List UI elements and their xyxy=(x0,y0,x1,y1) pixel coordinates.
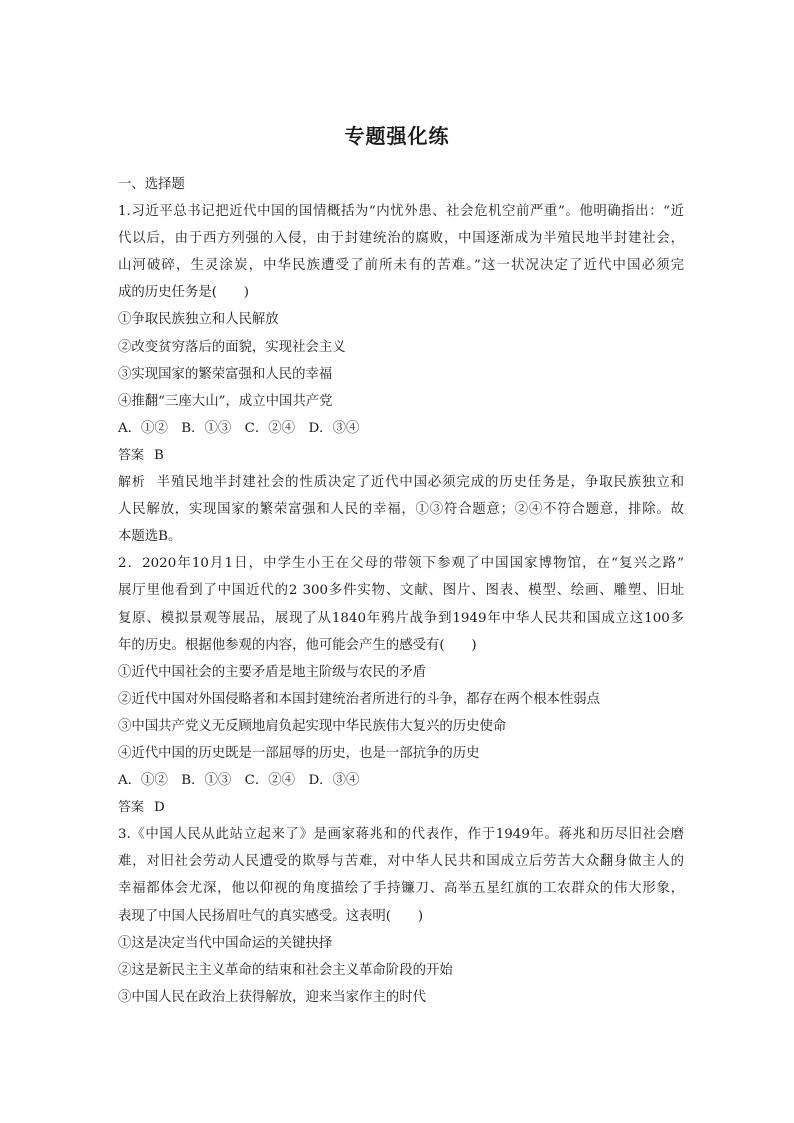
page-title: 专题强化练 xyxy=(344,124,450,148)
statement-item: ④近代中国的历史既是一部屈辱的历史，也是一部抗争的历史 xyxy=(118,745,480,761)
question-stem-line: 3.《中国人民从此站立起来了》是画家蒋兆和的代表作，作于1949年。蒋兆和历尽旧社会磨 xyxy=(118,827,684,843)
question-stem-line: 2．2020年10月1日，中学生小王在父母的带领下参观了中国国家博物馆，在“复兴之路” xyxy=(118,556,684,572)
statement-item: ①近代中国社会的主要矛盾是地主阶级与农民的矛盾 xyxy=(118,664,426,680)
analysis-line: 本题选B。 xyxy=(118,529,182,545)
statement-item: ②近代中国对外国侵略者和本国封建统治者所进行的斗争，都存在两个根本性弱点 xyxy=(118,691,601,707)
question-stem-line: 年的历史。根据他参观的内容，他可能会产生的感受有( ) xyxy=(118,637,477,653)
answer-value: B xyxy=(154,447,164,463)
question-stem-line: 1.习近平总书记把近代中国的国情概括为“内忧外患、社会危机空前严重”。他明确指出：“近 xyxy=(118,204,684,220)
answer-label: 答案 xyxy=(118,447,145,463)
statement-item: ③中国共产党义无反顾地肩负起实现中华民族伟大复兴的历史使命 xyxy=(118,718,507,734)
question-1 xyxy=(118,198,684,550)
statement-item: ③中国人民在政治上获得解放，迎来当家作主的时代 xyxy=(118,989,426,1005)
question-3 xyxy=(118,821,684,1011)
statement-item: ②这是新民主主义革命的结束和社会主义革命阶段的开始 xyxy=(118,962,453,978)
analysis-line: 人民解放，实现国家的繁荣富强和人民的幸福，①③符合题意；②④不符合题意，排除。故 xyxy=(118,502,684,518)
document-body xyxy=(118,171,684,1011)
analysis-line xyxy=(118,469,684,496)
answer-options: A．①② B．①③ C．②④ D．③④ xyxy=(118,773,360,789)
answer-options: A．①② B．①③ C．②④ D．③④ xyxy=(118,420,360,436)
answer-value: D xyxy=(154,800,165,816)
answer-line xyxy=(118,442,684,469)
statement-item: ③实现国家的繁荣富强和人民的幸福 xyxy=(118,366,333,382)
statement-item: ①争取民族独立和人民解放 xyxy=(118,312,279,328)
statement-item: ②改变贫穷落后的面貌，实现社会主义 xyxy=(118,339,346,355)
question-stem-line: 山河破碎，生灵涂炭，中华民族遭受了前所未有的苦难。”这一状况决定了近代中国必须完 xyxy=(118,258,684,274)
section-heading: 一、选择题 xyxy=(118,177,185,192)
statement-item: ④推翻“三座大山”，成立中国共产党 xyxy=(118,393,333,409)
question-stem-line: 难，对旧社会劳动人民遭受的欺辱与苦难，对中华人民共和国成立后劳苦大众翻身做主人的 xyxy=(118,854,684,870)
question-stem-line: 复原、模拟景观等展品，展现了从1840年鸦片战争到1949年中华人民共和国成立这100多 xyxy=(118,610,684,626)
question-stem-line: 代以后，由于西方列强的入侵，由于封建统治的腐败，中国逐渐成为半殖民地半封建社会， xyxy=(118,231,684,247)
analysis-text: 半殖民地半封建社会的性质决定了近代中国必须完成的历史任务是，争取民族独立和 xyxy=(155,475,684,491)
answer-label: 答案 xyxy=(118,800,145,816)
question-stem-line: 成的历史任务是( ) xyxy=(118,285,249,301)
answer-line xyxy=(118,794,684,821)
question-stem-line: 展厅里他看到了中国近代的2 300多件实物、文献、图片、图表、模型、绘画、雕塑、旧址 xyxy=(118,583,684,599)
question-stem-line: 幸福都体会尤深，他以仰视的角度描绘了手持镰刀、高举五星红旗的工农群众的伟大形象， xyxy=(118,881,684,897)
analysis-label: 解析 xyxy=(118,475,146,491)
statement-item: ①这是决定当代中国命运的关键抉择 xyxy=(118,935,333,951)
question-stem-line: 表现了中国人民扬眉吐气的真实感受。这表明( ) xyxy=(118,908,424,924)
question-2 xyxy=(118,550,684,821)
